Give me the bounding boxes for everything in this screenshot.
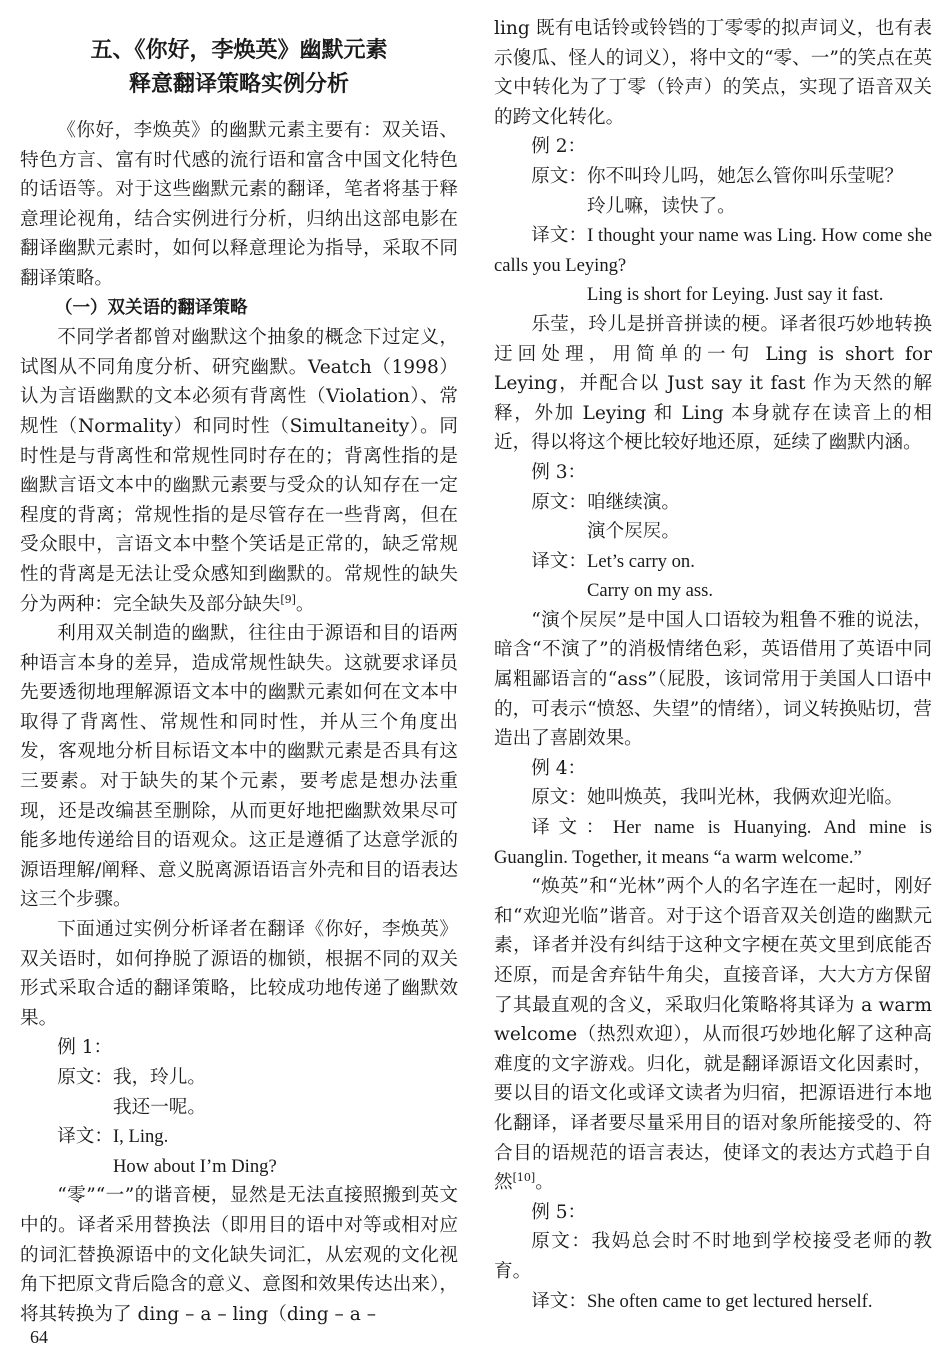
citation-10: [10] — [512, 1170, 536, 1184]
example-1-translation-2: How about I’m Ding? — [113, 1155, 277, 1177]
citation-9: [9] — [280, 592, 296, 606]
example-5-original: 原文：我妈总会时不时地到学校接受老师的教育。 — [494, 1231, 932, 1282]
paragraph-examples-intro: 下面通过实例分析译者在翻译《你好，李焕英》双关语时，如何挣脱了源语的枷锁，根据不同的双关形式采取合适的翻译策略，比较成功地传递了幽默效果。 — [20, 919, 458, 1029]
section-title-line-2: 释意翻译策略实例分析 — [128, 72, 349, 97]
paragraph-continued: ling 既有电话铃或铃铛的丁零零的拟声词义，也有表示傻瓜、怪人的词义），将中文的“零、一”的笑点在英文中转化为了丁零（铃声）的笑点，实现了语音双关的跨文化转化。 — [494, 18, 932, 128]
example-3-original-2: 演个𡱁𡱁。 — [587, 521, 680, 543]
example-3-label: 例 3： — [531, 461, 587, 483]
paragraph-example-4-text: “焕英”和“光林”两个人的名字连在一起时，刚好和“欢迎光临”谐音。对于这个语音双关创造的幽默元素，译者并没有纠结于这种文字梗在英文里到底能否还原，而是舍弃钻牛角尖，直接音译，大大方方保留了其最直观的含义，采取归化策略将其译为 a warm welcome（热烈欢迎），从而很巧妙地化解了这种高难度的文字游戏。归化，就是翻译源语文化因素时，要以目的语文化或译文读者为归宿，把源语进行本地化翻译，译者要尽量采用目的语对象所能接受的、符合目的语规范的语言表达，使译文的表达方式趋于自然 — [494, 876, 932, 1194]
example-4-original: 原文：她叫焕英，我叫光林，我俩欢迎光临。 — [531, 787, 904, 809]
example-5-label: 例 5： — [531, 1201, 587, 1223]
paragraph-example-4-analysis — [494, 872, 932, 1198]
intro-paragraph: 《你好，李焕英》的幽默元素主要有：双关语、特色方言、富有时代感的流行语和富含中国文化特色的话语等。对于这些幽默元素的翻译，笔者将基于释意理论视角，结合实例进行分析，归纳出这部电影在翻译幽默元素时，如何以释意理论为指导，采取不同翻译策略。 — [20, 120, 458, 289]
subsection-heading: （一）双关语的翻译策略 — [55, 297, 248, 318]
example-2-label: 例 2： — [531, 136, 587, 158]
example-3-translation-1: 译文：Let’s carry on. — [531, 550, 695, 572]
paragraph-end-mark: 。 — [535, 1172, 554, 1194]
left-column — [20, 14, 458, 1329]
example-2-original-2: 玲儿嘛，读快了。 — [587, 195, 736, 217]
section-title-line-1: 五、《你好，李焕英》幽默元素 — [90, 38, 388, 63]
example-5-translation: 译文：She often came to get lectured herself. — [531, 1290, 873, 1312]
example-3-original-1: 原文：咱继续演。 — [531, 491, 680, 513]
example-1-translation-1: 译文：I, Ling. — [57, 1126, 169, 1148]
paragraph-example-2-analysis: 乐莹，玲儿是拼音拼读的梗。译者很巧妙地转换迂回处理，用简单的一句 Ling is short for Leying，并配合以 Just say it fast 作为天然的解释，外加 Leying 和 Ling 本身就存在读音上的相近，得以将这个梗比较好地还原，延续了幽默内涵。 — [494, 313, 932, 454]
example-1-label: 例 1： — [57, 1037, 113, 1059]
example-2-translation-1: 译文：I thought your name was Ling. How come she calls you Leying? — [494, 225, 932, 276]
section-title — [20, 34, 458, 102]
example-4-translation: 译文：Her name is Huanying. And mine is Guanglin. Together, it means “a warm welcome.” — [494, 817, 932, 868]
paragraph-humor-theory-text: 不同学者都曾对幽默这个抽象的概念下过定义，试图从不同角度分析、研究幽默。Veatch（1998）认为言语幽默的文本必须有背离性（Violation）、常规性（Normality）和同时性（Simultaneity）。同时性是与背离性和常规性同时存在的；背离性指的是幽默言语文本中的幽默元素要与受众的认知存在一定程度的背离；常规性指的是尽管存在一些背离，但在受众眼中，言语文本中整个笑话是正常的，缺乏常规性的背离是无法让受众感知到幽默的。常规性的缺失分为两种：完全缺失及部分缺失 — [20, 327, 458, 615]
example-1-original-1: 原文：我，玲儿。 — [57, 1067, 206, 1088]
paragraph-pun-humor: 利用双关制造的幽默，往往由于源语和目的语两种语言本身的差异，造成常规性缺失。这就要求译员先要透彻地理解源语文本中的幽默元素如何在文本中取得了背离性、常规性和同时性，并从三个角度出发，客观地分析目标语文本中的幽默元素是否具有这三要素。对于缺失的某个元素，要考虑是想办法重现，还是改编甚至删除，从而更好地把幽默效果尽可能多地传递给目的语观众。这正是遵循了达意学派的源语理解/阐释、意义脱离源语语言外壳和目的语表达这三个步骤。 — [20, 623, 458, 911]
paragraph-example-1-analysis: “零”“一”的谐音梗，显然是无法直接照搬到英文中的。译者采用替换法（即用目的语中对等或相对应的词汇替换源语中的文化缺失词汇，从宏观的文化视角下把原文背后隐含的意义、意图和效果传达出来），将其转换为了 ding – a – ling（ding – a – — [20, 1185, 458, 1325]
page-number: 64 — [30, 1327, 48, 1347]
example-1-original-2: 我还一呢。 — [113, 1096, 206, 1118]
paragraph-end-mark: 。 — [295, 593, 315, 615]
example-2-translation-2: Ling is short for Leying. Just say it fast. — [587, 284, 884, 306]
paragraph-humor-theory — [20, 323, 458, 619]
right-column — [494, 14, 932, 1316]
example-3-translation-2: Carry on my ass. — [587, 580, 714, 602]
example-4-label: 例 4： — [531, 757, 587, 779]
example-2-original-1: 原文：你不叫玲儿吗，她怎么管你叫乐莹呢？ — [531, 165, 904, 187]
paragraph-example-3-analysis: “演个𡱁𡱁”是中国人口语较为粗鲁不雅的说法，暗含“不演了”的消极情绪色彩，英语借用了英语中同属粗鄙语言的“ass”（屁股，该词常用于美国人口语中的，可表示“愤怒、失望”的情绪），词义转换贴切，营造出了喜剧效果。 — [494, 609, 932, 750]
